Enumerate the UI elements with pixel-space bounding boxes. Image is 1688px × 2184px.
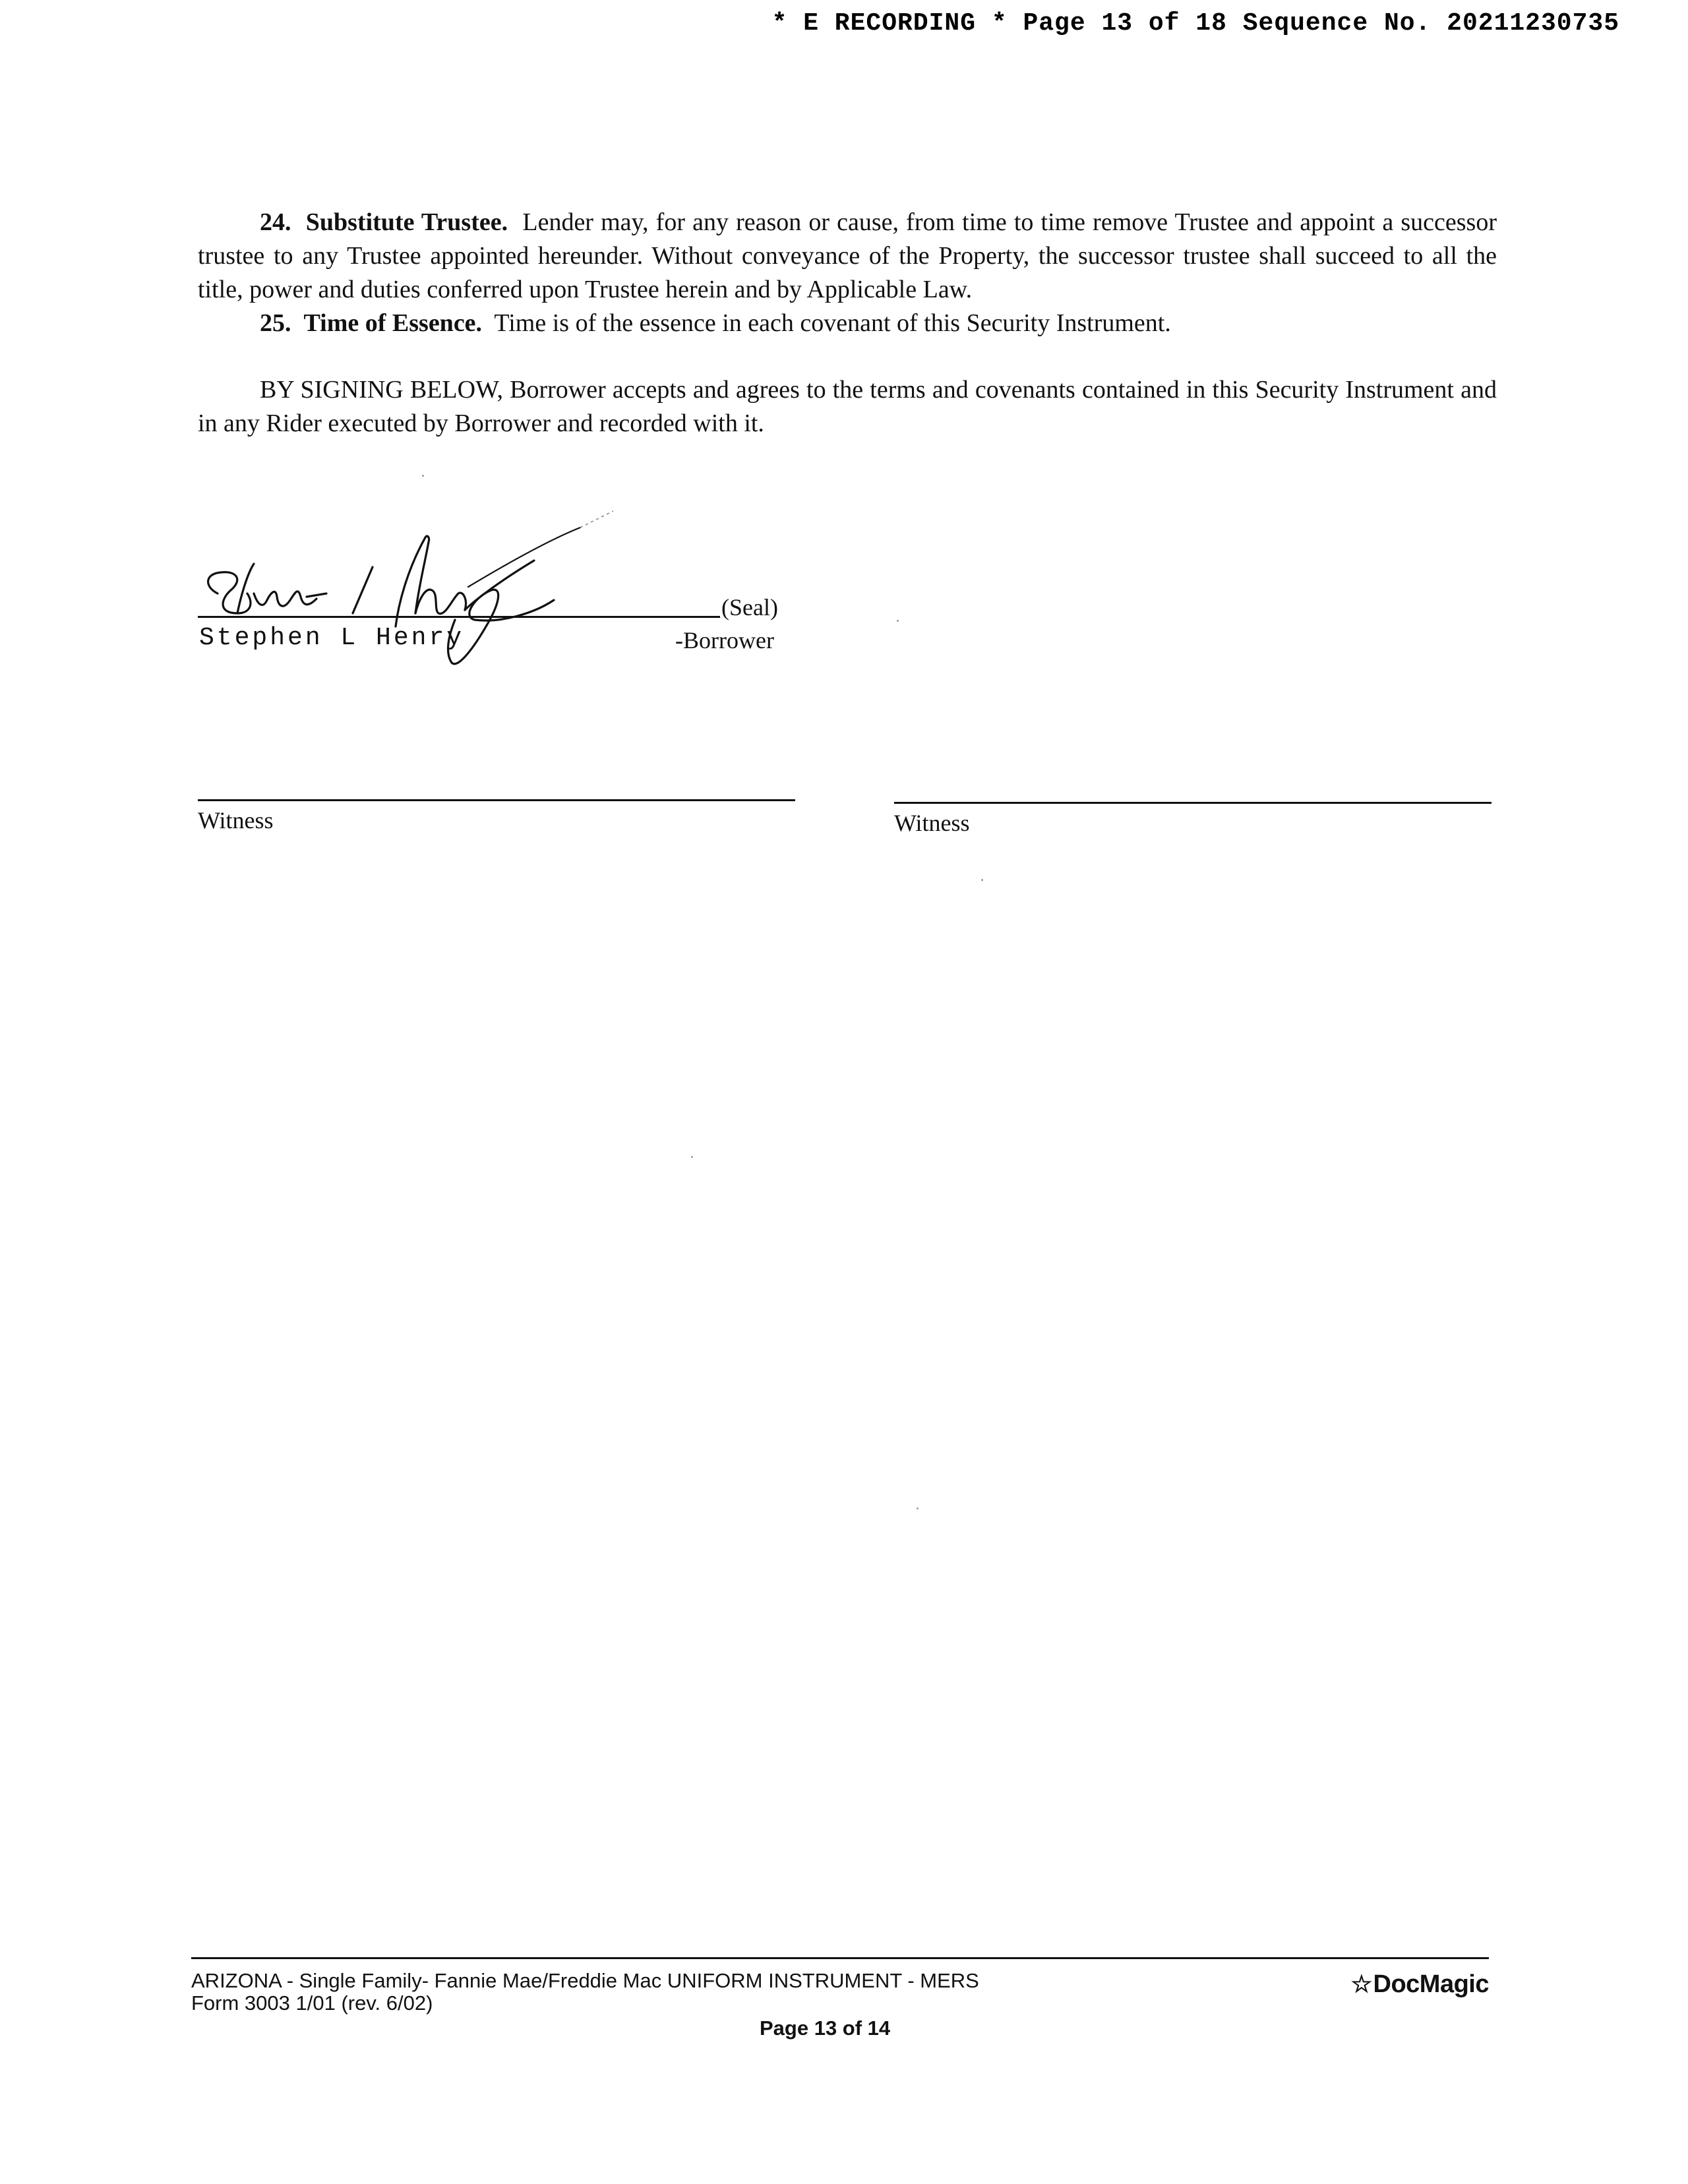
section-text: Time is of the essence in each covenant of this Security Instrument.: [494, 309, 1171, 337]
witness-label: Witness: [198, 807, 274, 834]
witness-signature-line: [198, 799, 795, 801]
docmagic-logo: [1351, 1970, 1489, 1999]
witness-left: [198, 799, 795, 834]
footer-divider: [191, 1957, 1489, 1959]
form-number: Form 3003 1/01 (rev. 6/02): [191, 1991, 433, 2015]
borrower-role: -Borrower: [675, 627, 774, 653]
section-number: 24.: [260, 208, 291, 236]
logo-text: DocMagic: [1373, 1970, 1489, 1998]
scan-speck: [917, 1507, 919, 1509]
scan-speck: [691, 1156, 693, 1158]
scan-speck: [981, 879, 983, 881]
witness-signature-line: [894, 802, 1492, 804]
signing-statement: BY SIGNING BELOW, Borrower accepts and agrees to the terms and covenants contained in this Security Instrument and in any Rider executed by Borrower and recorded with it.: [198, 376, 1497, 437]
section-title: Substitute Trustee.: [305, 208, 508, 236]
section-number: 25.: [260, 309, 291, 337]
handwritten-signature: [191, 488, 620, 686]
document-body: [198, 206, 1497, 340]
section-text: Lender may, for any reason or cause, from time to time remove Trustee and appoint a successor trustee to any Trustee appointed hereunder. Without conveyance of the Property, the successor trustee shall succeed to all the title, power and duties conferred upon Trustee herein and by Applicable Law.: [198, 208, 1497, 303]
seal-label: (Seal): [721, 594, 778, 621]
scan-speck: [422, 475, 424, 477]
section-25: [198, 307, 1497, 340]
form-title: ARIZONA - Single Family- Fannie Mae/Freddie Mac UNIFORM INSTRUMENT - MERS: [191, 1969, 979, 1992]
recording-stamp: * E RECORDING * Page 13 of 18 Sequence No. 20211230735: [771, 9, 1619, 38]
star-icon: ☆: [1350, 1970, 1372, 1997]
scan-speck: [897, 620, 899, 622]
signing-statement-block: [198, 373, 1497, 440]
page-number: Page 13 of 14: [760, 2017, 891, 2040]
section-title: Time of Essence.: [303, 309, 483, 337]
borrower-name: Stephen L Henry: [199, 624, 465, 652]
witness-label: Witness: [894, 810, 970, 836]
witness-right: [894, 802, 1492, 837]
page-footer: [191, 1957, 1489, 2043]
borrower-signature-block: [198, 508, 791, 679]
signature-line: [198, 616, 720, 618]
section-24: [198, 206, 1497, 307]
